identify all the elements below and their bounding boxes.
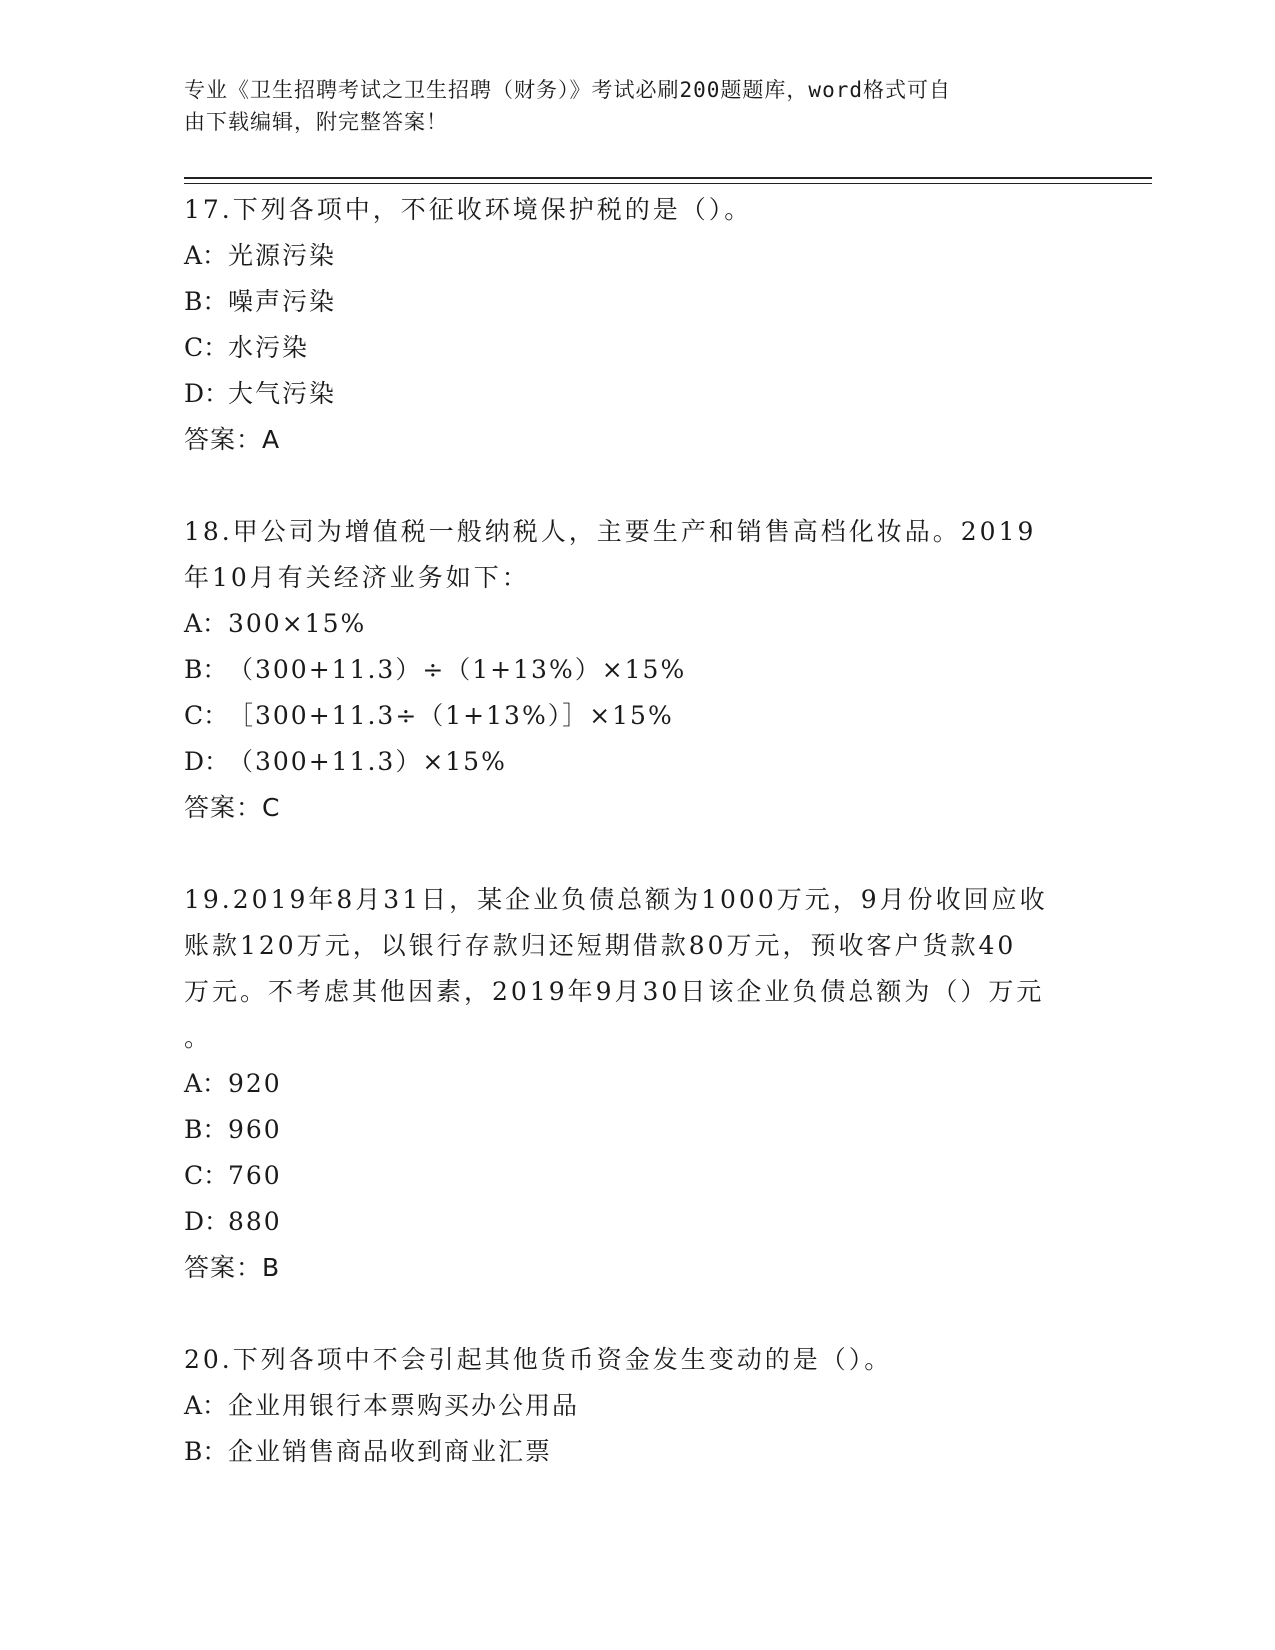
option-text: （300+11.3）×15% (228, 747, 507, 776)
option-d (184, 371, 1084, 417)
header-divider-thin (184, 183, 1152, 184)
option-letter: B： (184, 287, 228, 316)
header-divider-thick (184, 177, 1152, 179)
option-text: 880 (228, 1207, 282, 1236)
option-text: 920 (228, 1069, 282, 1098)
question-20 (184, 1337, 1084, 1475)
option-text: 300×15% (228, 609, 367, 638)
question-17 (184, 187, 1084, 463)
document-header (184, 74, 1064, 138)
option-c (184, 693, 1084, 739)
option-letter: B： (184, 1437, 228, 1466)
option-d (184, 739, 1084, 785)
option-text: 光源污染 (228, 241, 337, 270)
option-text: 噪声污染 (228, 287, 337, 316)
option-letter: D： (184, 747, 230, 776)
header-line-2: 由下载编辑，附完整答案！ (184, 110, 448, 134)
option-b (184, 647, 1084, 693)
question-text: 17.下列各项中，不征收环境保护税的是（）。 (184, 195, 753, 224)
option-c (184, 1153, 1084, 1199)
option-text: 水污染 (228, 333, 310, 362)
option-letter: A： (184, 609, 228, 638)
answer-text: 答案：C (184, 793, 281, 822)
question-text: 。 (184, 1023, 213, 1052)
option-text: 960 (228, 1115, 282, 1144)
option-text: 760 (228, 1161, 282, 1190)
option-a (184, 1061, 1084, 1107)
option-letter: D： (184, 379, 230, 408)
question-text: 年10月有关经济业务如下： (184, 563, 530, 592)
option-letter: B： (184, 655, 228, 684)
question-text: 20.下列各项中不会引起其他货币资金发生变动的是（）。 (184, 1345, 893, 1374)
option-text: 企业用银行本票购买办公用品 (228, 1391, 580, 1420)
question-text: 18.甲公司为增值税一般纳税人，主要生产和销售高档化妆品。2019 (184, 517, 1037, 546)
header-line-1: 专业《卫生招聘考试之卫生招聘（财务）》考试必刷200题题库，word格式可自 (184, 78, 951, 102)
option-letter: C： (184, 333, 229, 362)
question-text: 万元。不考虑其他因素，2019年9月30日该企业负债总额为（）万元 (184, 977, 1045, 1006)
option-letter: B： (184, 1115, 228, 1144)
option-b (184, 1429, 1084, 1475)
option-letter: D： (184, 1207, 230, 1236)
option-text: （300+11.3）÷（1+13%）×15% (228, 655, 687, 684)
option-letter: A： (184, 241, 228, 270)
option-letter: A： (184, 1391, 228, 1420)
answer-text: 答案：B (184, 1253, 281, 1282)
option-d (184, 1199, 1084, 1245)
question-text: 19.2019年8月31日，某企业负债总额为1000万元，9月份收回应收 (184, 885, 1048, 914)
option-a (184, 233, 1084, 279)
question-19 (184, 877, 1084, 1291)
option-letter: C： (184, 1161, 229, 1190)
option-text: 大气污染 (228, 379, 337, 408)
question-text: 账款120万元，以银行存款归还短期借款80万元，预收客户货款40 (184, 931, 1017, 960)
option-text: ［300+11.3÷（1+13%）］×15% (228, 701, 674, 730)
option-text: 企业销售商品收到商业汇票 (228, 1437, 553, 1466)
option-b (184, 1107, 1084, 1153)
answer-text: 答案：A (184, 425, 281, 454)
option-c (184, 325, 1084, 371)
question-18 (184, 509, 1084, 831)
option-letter: A： (184, 1069, 228, 1098)
option-b (184, 279, 1084, 325)
option-a (184, 1383, 1084, 1429)
option-a (184, 601, 1084, 647)
option-letter: C： (184, 701, 229, 730)
